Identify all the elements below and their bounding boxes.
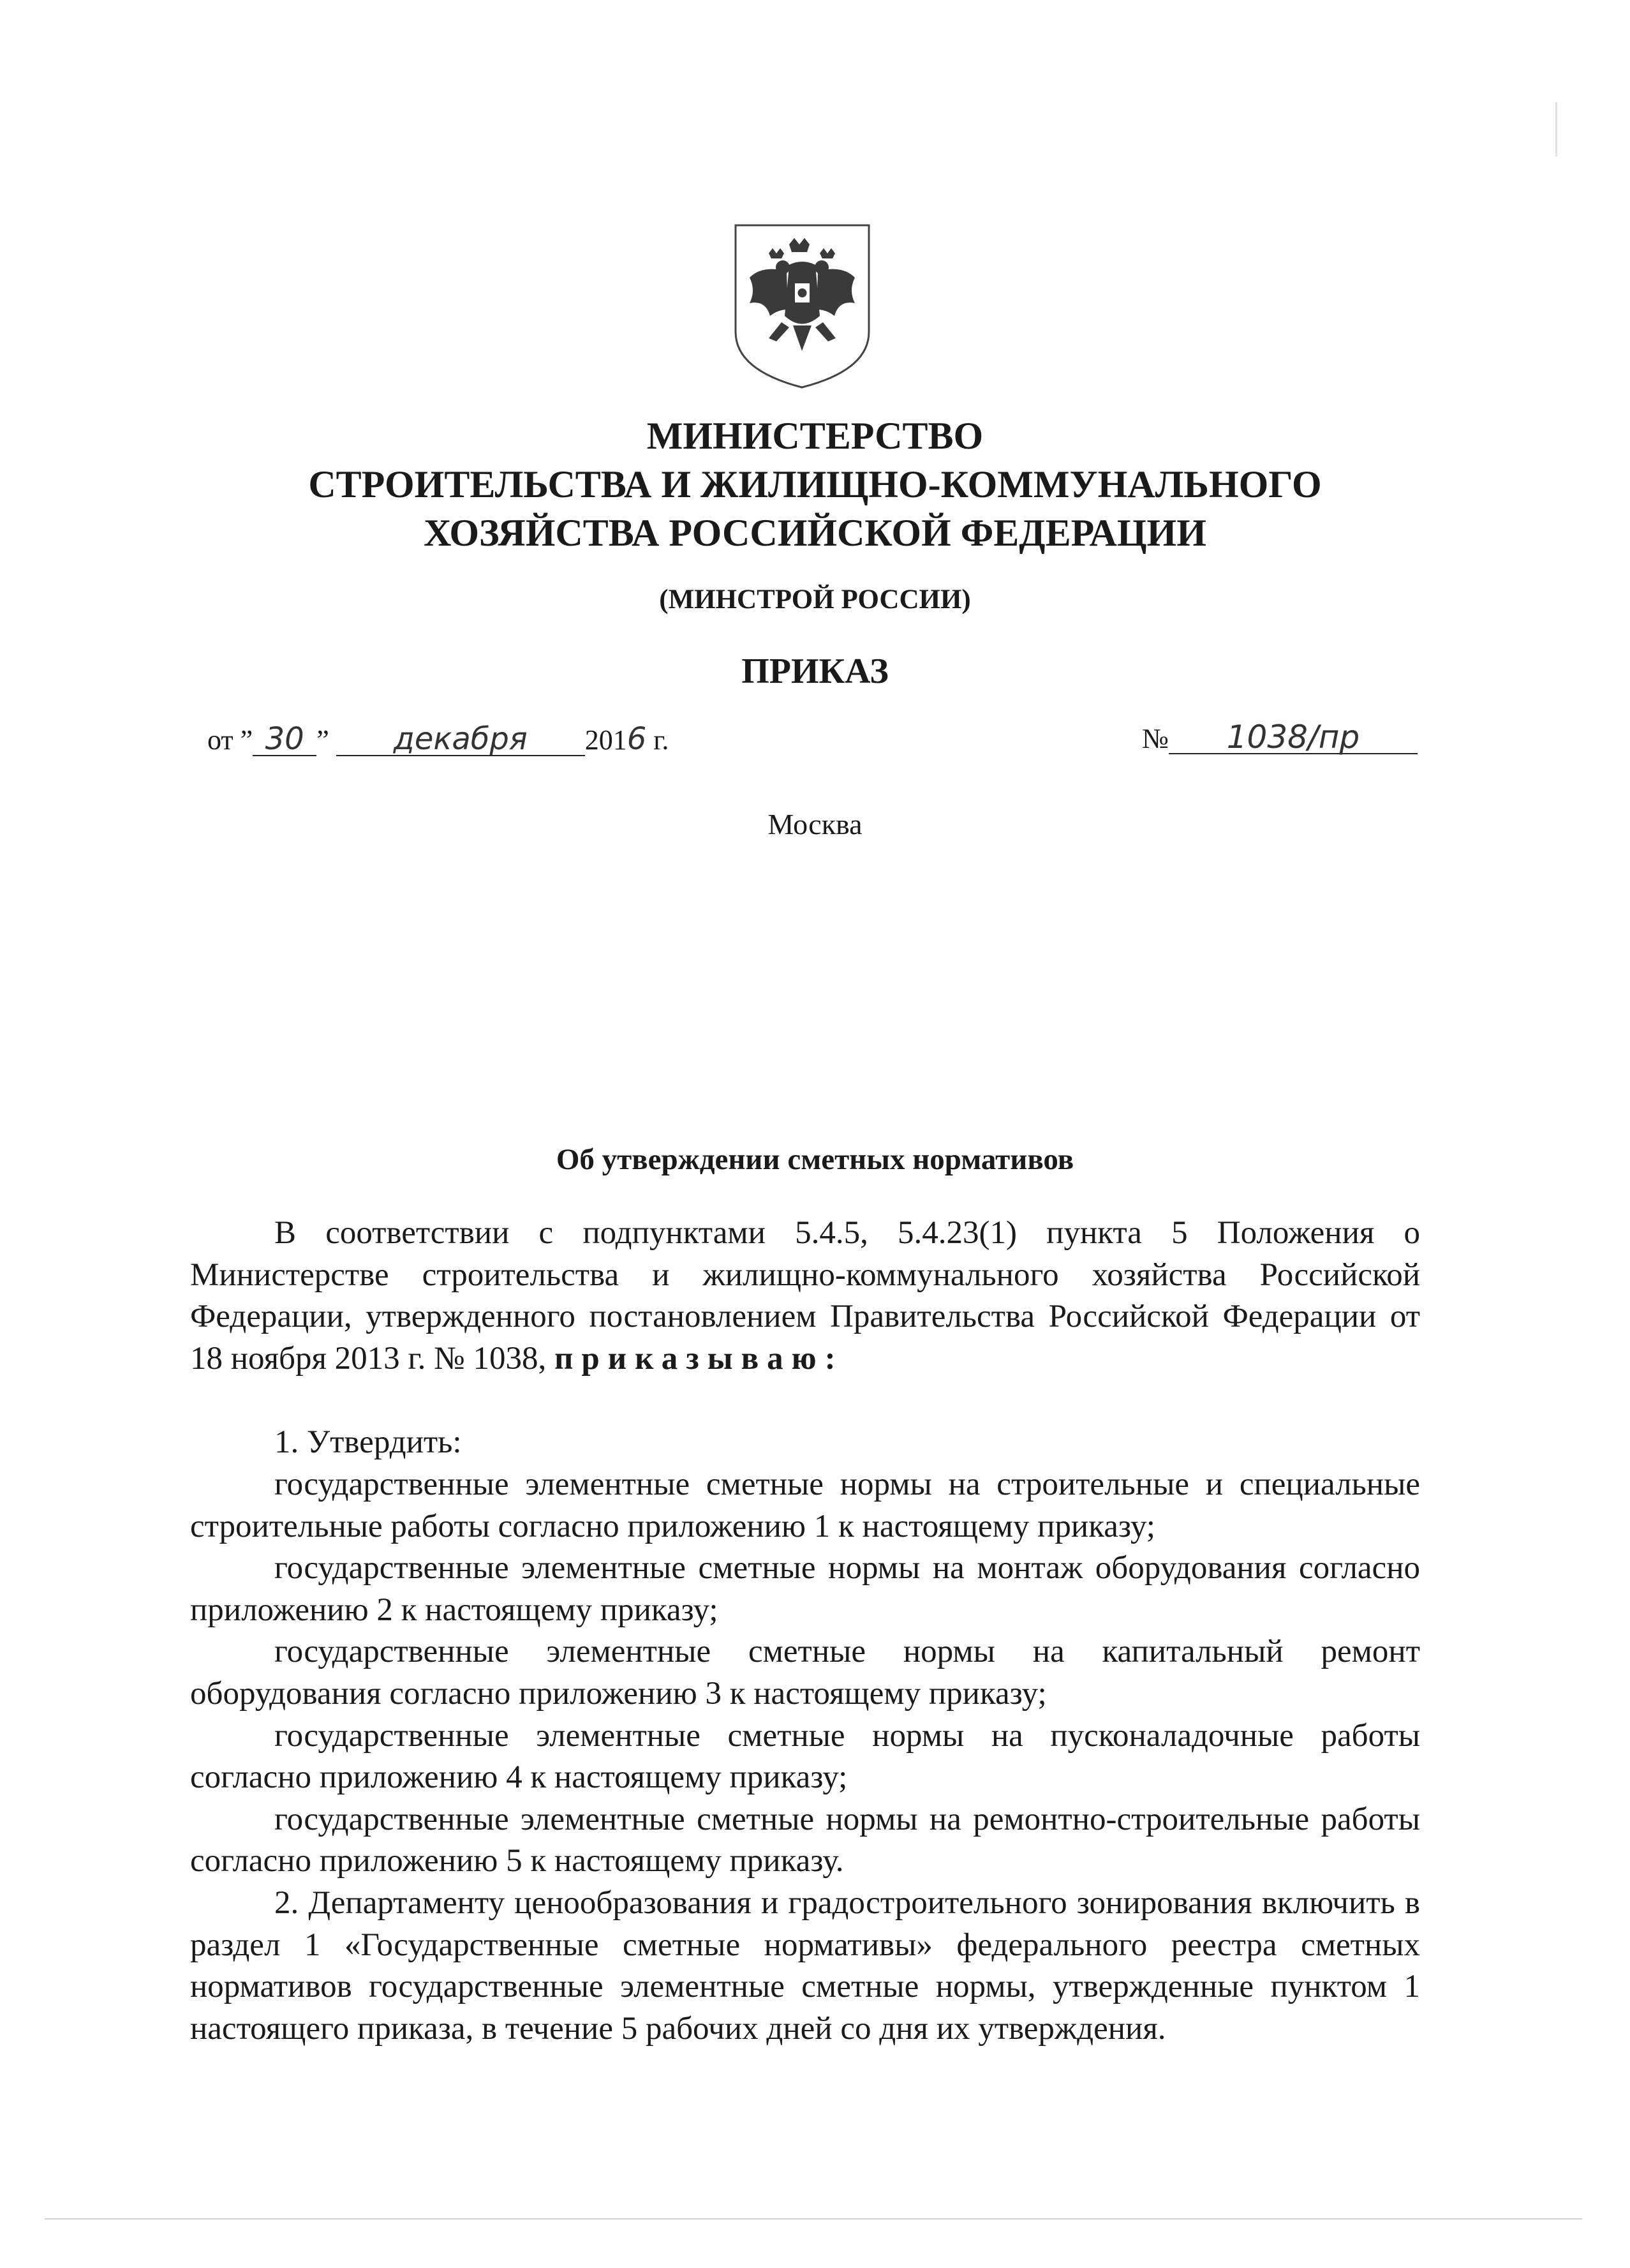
ministry-line-3: ХОЗЯЙСТВА РОССИЙСКОЙ ФЕДЕРАЦИИ <box>424 512 1206 554</box>
date-year-suffix: 6 <box>626 721 647 757</box>
item-2: 2. Департаменту ценообразования и градостроительного зонирования включить в раздел 1 «Государственные сметные нормативы» федерального реестра сметных нормативов государственные элементные сметные нормы, утвержденные пунктом 1 настоящего приказа, в течение 5 рабочих дней со дня их утверждения. <box>190 1884 1420 2047</box>
city: Москва <box>767 808 863 840</box>
item-1-title: 1. Утвердить: <box>274 1424 462 1461</box>
item-1-c: государственные элементные сметные нормы на капитальный ремонт оборудования согласно приложению 3 к настоящему приказу; <box>190 1634 1420 1712</box>
item-1-b: государственные элементные сметные нормы на монтаж оборудования согласно приложению 2 к настоящему приказу; <box>190 1550 1420 1628</box>
item-1-a: государственные элементные сметные нормы на строительные и специальные строительные работы согласно приложению 1 к настоящему приказу; <box>190 1466 1420 1544</box>
preamble-text: В соответствии с подпунктами 5.4.5, 5.4.23(1) пункта 5 Положения о Министерстве строительства и жилищно-коммунального хозяйства Российской Федерации, утвержденного постановлением Правительства Российской Федерации от 18 ноября 2013 г. № 1038, <box>190 1215 1420 1376</box>
number-sign: № <box>1142 723 1169 754</box>
order-date: от ” 30 ” декабря 2016 г. <box>207 721 669 757</box>
document-body <box>190 1212 1420 2050</box>
document-subject: Об утверждении сметных нормативов <box>556 1143 1074 1176</box>
date-day: 30 <box>253 723 316 756</box>
ministry-line-2: СТРОИТЕЛЬСТВА И ЖИЛИЩНО-КОММУНАЛЬНОГО <box>308 463 1322 505</box>
preamble-paragraph <box>190 1212 1420 1380</box>
date-year-prefix: 201 <box>584 724 627 756</box>
item-1-d: государственные элементные сметные нормы на пусконаладочные работы согласно приложению 4 к настоящему приказу; <box>190 1717 1420 1796</box>
ministry-line-1: МИНИСТЕРСТВО <box>646 415 984 457</box>
page-bottom-rule <box>45 2218 1582 2220</box>
date-year-unit: г. <box>653 724 669 756</box>
date-month: декабря <box>336 723 585 756</box>
document-type: ПРИКАЗ <box>741 652 889 691</box>
coat-of-arms-emblem <box>730 220 874 392</box>
order-number <box>1142 721 1418 755</box>
scan-edge-mark <box>1555 102 1557 156</box>
ministry-name <box>0 412 1630 557</box>
order-word: приказываю: <box>554 1340 844 1376</box>
date-prefix: от <box>207 724 233 756</box>
number-value: 1038/пр <box>1169 721 1418 754</box>
ministry-abbreviation: (МИНСТРОЙ РОССИИ) <box>659 585 971 615</box>
item-1-e: государственные элементные сметные нормы на ремонтно-строительные работы согласно приложению 5 к настоящему приказу. <box>190 1801 1420 1879</box>
